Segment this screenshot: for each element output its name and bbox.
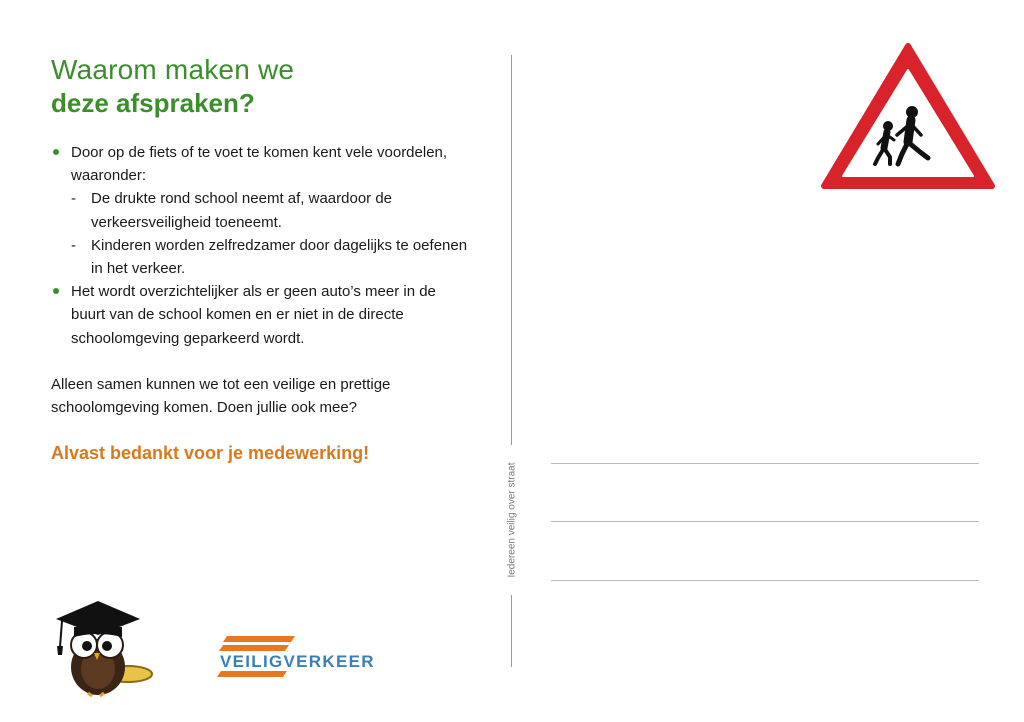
- list-item: [51, 280, 471, 350]
- list-item-text: Door op de fiets of te voet te komen kent vele voordelen, waaronder:: [71, 144, 448, 185]
- address-line: [551, 463, 979, 464]
- logo-text: VEILIGVERKEER: [220, 652, 375, 671]
- body-text: [51, 141, 471, 434]
- sub-list-item: - De drukte rond school neemt af, waardoor de verkeersveiligheid toeneemt.: [71, 187, 471, 233]
- veiligverkeer-logo: [217, 634, 392, 680]
- closing-paragraph: Alleen samen kunnen we tot een veilige en prettige schoolomgeving komen. Doen jullie ook mee?: [51, 375, 391, 417]
- reasons-list: [51, 141, 471, 350]
- divider-line: [511, 595, 512, 667]
- page-title-line-2: deze afspraken?: [51, 88, 255, 118]
- owl-mascot-icon: [48, 597, 160, 697]
- divider-caption: Iedereen veilig over straat: [506, 462, 518, 578]
- address-line: [551, 580, 979, 581]
- pedestrian-warning-sign-icon: [820, 42, 996, 192]
- sub-list-item: - Kinderen worden zelfredzamer door dagelijks te oefenen in het verkeer.: [71, 234, 471, 280]
- address-line: [551, 521, 979, 522]
- thanks-text: Alvast bedankt voor je medewerking!: [51, 443, 370, 463]
- list-item: [51, 141, 471, 280]
- list-item-text: Het wordt overzichtelijker als er geen auto’s meer in de buurt van de school komen en er niet in de directe schoolomgeving geparkeerd wordt.: [71, 283, 436, 347]
- page-title-line-1: Waarom maken we: [51, 54, 295, 85]
- divider-line: [511, 55, 512, 445]
- sub-list: [71, 187, 471, 280]
